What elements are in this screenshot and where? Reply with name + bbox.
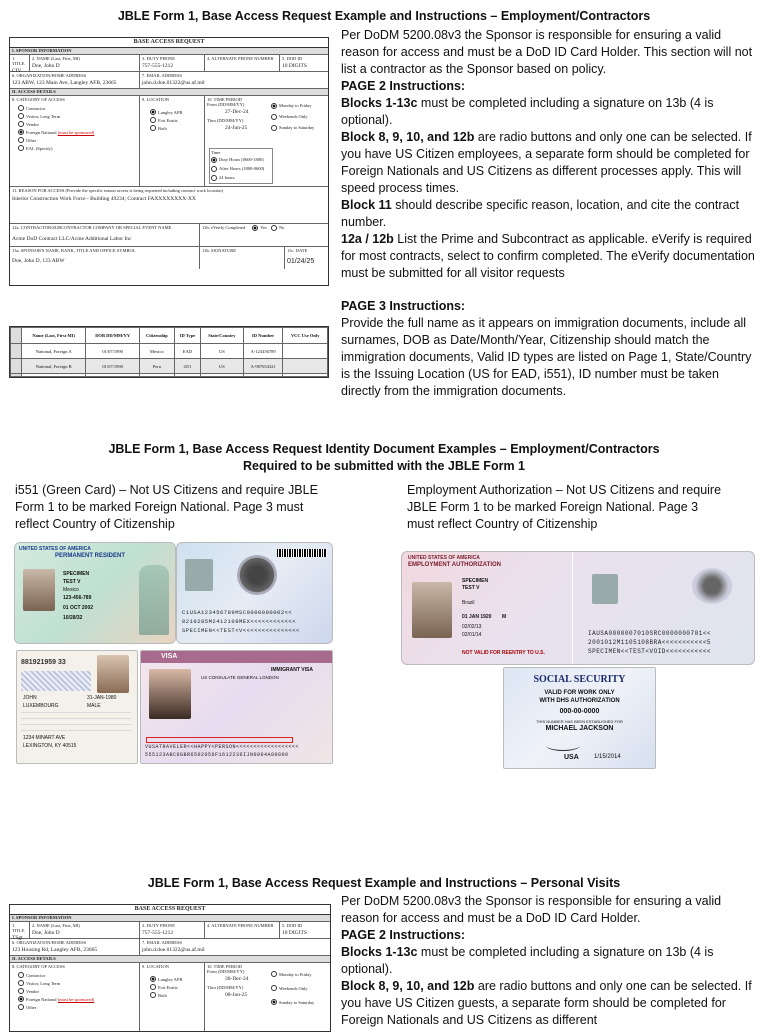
access-details-header: II. ACCESS DETAILS xyxy=(10,956,330,963)
name-field[interactable]: 2. NAME (Last, First, MI) Doe, John D xyxy=(30,922,140,938)
location: 9. LOCATION Langley AFB Fort Eustis Both xyxy=(140,963,205,1032)
page3-text: Provide the full name as it appears on immigration documents, include all surnames, DOB as Date/Month/Year, Citizenship should match the immigration documents, Valid ID types are listed on Page 1, State/Country is the Issuing Location (US for EAD, i551), ID number must be taken directly from the immigration documents. xyxy=(341,316,752,398)
intro-text: Per DoDM 5200.08v3 the Sponsor is responsible for ensuring a valid reason for access and must be a DoD ID Card Holder. xyxy=(341,894,722,925)
photo-image xyxy=(97,655,129,693)
category-of-access: 8. CATEGORY OF ACCESS Contractor Visitor, Long Term Vendor Foreign National (must be sponsored) Other EAL (Specify) xyxy=(10,96,140,186)
category-of-access: 8. CATEGORY OF ACCESS Contractor Visitor, Long Term Vendor Foreign National (must be sponsored) Other xyxy=(10,963,140,1032)
category-option-selected[interactable]: Foreign National (must be sponsored) xyxy=(18,995,137,1003)
page2-heading: PAGE 2 Instructions: xyxy=(341,79,466,93)
category-option[interactable]: Contractor xyxy=(18,971,137,979)
alt-phone-field[interactable]: 4. ALTERNATE PHONE NUMBER xyxy=(205,922,280,938)
table-header: Citizenship xyxy=(139,328,174,344)
everify-yes[interactable]: Yes xyxy=(252,225,267,230)
everify-no[interactable]: No xyxy=(271,225,285,230)
location: 9. LOCATION Langley AFB Fort Eustis Both xyxy=(140,96,205,186)
table-header: Name (Last, First MI) xyxy=(22,328,86,344)
days-option[interactable]: Monday to Friday xyxy=(271,967,314,981)
category-option[interactable]: Vendor xyxy=(18,120,137,128)
signature-icon xyxy=(546,740,580,751)
location-option[interactable]: Fort Eustis xyxy=(150,116,202,124)
org-address-field[interactable]: 6. ORGANIZATION/HOME ADDRESS 123 ABW, 123 Main Ave, Langley AFB, 23665 xyxy=(10,72,140,88)
page3-heading: PAGE 3 Instructions: xyxy=(341,299,466,313)
immigrant-visa-image: VISA IMMIGRANT VISA US CONSULATE GENERAL LONDON VUSATRAVELER<<HAPPY<PERSON<<<<<<<<<<<<<<<<<< 555123ABC6GBR6502056F1612236IJN0004A00000 xyxy=(140,650,333,764)
from-date[interactable]: 27-Dec-24 xyxy=(225,109,249,115)
date-field[interactable]: 13c. DATE 01/24/25 xyxy=(287,248,315,265)
days-option[interactable]: Weekends Only xyxy=(271,981,314,995)
photo-image xyxy=(412,582,452,638)
category-option[interactable]: Visitor, Long Term xyxy=(18,112,137,120)
duty-phone-field[interactable]: 3. DUTY PHONE 757-555-1212 xyxy=(140,55,205,71)
thru-date[interactable]: 24-Jun-25 xyxy=(225,125,248,131)
table-row: National, Foreign A 01/07/1990 Mexico EAD US A-123456789 xyxy=(11,344,328,359)
days-option-selected[interactable]: Monday to Friday xyxy=(271,100,314,111)
location-option[interactable]: Both xyxy=(150,124,202,132)
old-green-card-image: 881921959 33 JOHN 31-JAN-1980 LUXEMBOURG MALE 1234 MINART AVE LEXINGTON, KY 40515 xyxy=(16,650,138,764)
access-details-header: II. ACCESS DETAILS xyxy=(10,89,328,96)
green-card-front-image: UNITED STATES OF AMERICA PERMANENT RESIDENT SPECIMEN TEST V Mexico 123-456-789 01 OCT 2002 10/28/32 xyxy=(14,542,176,644)
from-date[interactable]: 30-Dec-24 xyxy=(225,976,249,982)
section2-title-line2: Required to be submitted with the JBLE Form 1 xyxy=(243,459,525,473)
table-header: VCC Use Only xyxy=(283,328,328,344)
alt-phone-field[interactable]: 4. ALTERNATE PHONE NUMBER xyxy=(205,55,280,71)
ead-caption: Employment Authorization – Not US Citizens and require JBLE Form 1 to be marked Foreign National. Page 3 must reflect Country of Citizenship xyxy=(407,483,722,531)
time-period: 10. TIME PERIOD From (DD/MM/YY) 27-Dec-24 Thru (DD/MM/YY) 24-Jun-25 Monday to Friday Weekends Only Sunday to Saturday Time Duty Hours (0600-1800) After Hours (1800-0600) 24 hours xyxy=(205,96,328,186)
category-option[interactable]: Visitor, Long Term xyxy=(18,979,137,987)
location-option[interactable]: Both xyxy=(150,991,202,999)
signature-field[interactable]: 13b. SIGNATURE xyxy=(200,247,285,269)
table-header: ID Type xyxy=(174,328,200,344)
table-header: State/Country xyxy=(201,328,244,344)
table-header: ID Number xyxy=(243,328,283,344)
photo-image xyxy=(149,669,191,719)
location-option-selected[interactable]: Langley AFB xyxy=(150,975,202,983)
email-field[interactable]: 7. EMAIL ADDRESS john.d.doe.01322@us.af.mil xyxy=(142,73,205,86)
sponsor-info-header: I. SPONSOR INFORMATION xyxy=(10,915,330,922)
base-access-request-form-contractor xyxy=(9,37,329,286)
barcode-icon xyxy=(277,549,327,557)
category-option[interactable]: Vendor xyxy=(18,987,137,995)
duty-phone-field[interactable]: 3. DUTY PHONE 757-555-1212 xyxy=(140,922,205,938)
category-option[interactable]: Other xyxy=(18,1003,137,1011)
social-security-card-image: SOCIAL SECURITY VALID FOR WORK ONLY WITH DHS AUTHORIZATION 000-00-0000 THIS NUMBER HAS BEEN ESTABLISHED FOR MICHAEL JACKSON USA 1/15/2014 xyxy=(503,667,656,769)
section3-instructions: Per DoDM 5200.08v3 the Sponsor is responsible for ensuring a valid reason for access and must be a DoD ID Card Holder. PAGE 2 Instructions: Blocks 1-13c must be completed including a signature on 13b (4 is optional). Block 8, 9, 10, and 12b are radio buttons and only one can be selected. If you have US Citizen guests, a separate form should be completed for Foreign Nationals and US Citizens as different xyxy=(341,893,761,1029)
location-option-selected[interactable]: Langley AFB xyxy=(150,108,202,116)
category-option-selected[interactable]: Foreign National (must be sponsored) xyxy=(18,128,137,136)
page3-table xyxy=(9,326,329,378)
sponsor-name-field[interactable]: 13a. SPONSOR'S NAME, RANK, TITLE AND OFFICE SYMBOL Doe, John D, 123 ABW xyxy=(10,247,200,269)
time-option-selected[interactable]: Duty Hours (0600-1800) xyxy=(211,155,271,164)
time-option[interactable]: 24 hours xyxy=(211,173,271,182)
time-option[interactable]: After Hours (1800-0600) xyxy=(211,164,271,173)
photo-image xyxy=(185,559,213,591)
days-option-selected[interactable]: Sunday to Saturday xyxy=(271,995,314,1009)
title-field[interactable]: 1. TITLE TSgt xyxy=(10,922,30,938)
days-option[interactable]: Sunday to Saturday xyxy=(271,122,314,133)
section1-instructions: Per DoDM 5200.08v3 the Sponsor is responsible for ensuring a valid reason for access and must be a DoD ID Card Holder. This section will not list a contractor as the Sponsor based on policy. PAGE 2 Instructions: Blocks 1-13c must be completed including a signature on 13b (4 is optional). Block 8, 9, 10, and 12b are radio buttons and only one can be selected. If you have US Citizen employees, a separate form should be completed for Foreign Nationals and US Citizens as different processes apply. This will speed process times. Block 11 should describe specific reason, location, and cite the contract number. 12a / 12b List the Prime and Subcontract as applicable. eVerify is required for most contracts, select to confirm completed. The eVerify documentation must be submitted for all visitor requests PAGE 3 Instructions: Provide the full name as it appears on immigration documents, include all surnames, DOB as Date/Month/Year, Citizenship should match the immigration documents, Valid ID types are listed on Page 1, State/Country is the Issuing Location (US for EAD, i551), ID number must be taken directly from the immigration documents. xyxy=(341,27,761,400)
category-option[interactable]: Other xyxy=(18,136,137,144)
time-period: 10. TIME PERIOD From (DD/MM/YY) 30-Dec-24 Thru (DD/MM/YY) 08-Jun-25 Monday to Friday Weekends Only Sunday to Saturday xyxy=(205,963,330,1032)
table-row: National, Foreign B 01/07/1990 Peru i551 US A-987654321 xyxy=(11,359,328,374)
org-address-field[interactable]: 6. ORGANIZATION/HOME ADDRESS 123 Housing Rd, Langley AFB, 23665 xyxy=(10,939,140,955)
statue-of-liberty-icon xyxy=(139,565,169,635)
photo-image xyxy=(592,574,618,604)
table-header: DOB DD/MM/YY xyxy=(86,328,140,344)
dod-id-field[interactable]: 5. DOD ID 10 DIGITS xyxy=(282,923,307,936)
location-option[interactable]: Fort Eustis xyxy=(150,983,202,991)
category-option[interactable]: EAL (Specify) xyxy=(18,144,137,152)
green-card-caption: i551 (Green Card) – Not US Citizens and require JBLE Form 1 to be marked Foreign National. Page 3 must reflect Country of Citizenship xyxy=(15,483,318,531)
sponsor-info-header: I. SPONSOR INFORMATION xyxy=(10,48,328,55)
name-field[interactable]: 2. NAME (Last, First, MI) Doe, John D xyxy=(30,55,140,71)
email-field[interactable]: 7. EMAIL ADDRESS john.d.doe.01322@us.af.mil xyxy=(142,940,205,953)
title-field[interactable]: 1. TITLE CIV xyxy=(10,55,30,71)
dod-id-field[interactable]: 5. DOD ID 10 DIGITS xyxy=(282,56,307,69)
company-field[interactable]: 12a. CONTRACTOR/SUBCONTRACTOR COMPANY OR SPECIAL EVENT NAME Acme DoD Contract LLC/Acme Additional Labor Inc xyxy=(10,224,200,246)
form-title: BASE ACCESS REQUEST xyxy=(10,905,330,915)
green-card-back-image: C1USA123456789MSC0000000002<< 0210285M2412109MEX<<<<<<<<<<<< SPECIMEN<<TEST<V<<<<<<<<<<<<<<< xyxy=(176,542,333,644)
ead-card-image: UNITED STATES OF AMERICA EMPLOYMENT AUTHORIZATION SPECIMEN TEST V Brazil 01 JAN 1920 M 02/02/13 02/01/14 NOT VALID FOR REENTRY TO U.S. IAUSA0000007010SRC0000000701<< 2001012M1105108BRA<<<<<<<<<<<5 SPECIMEN<<TEST<VOID<<<<<<<<<<< xyxy=(401,551,755,665)
intro-text: Per DoDM 5200.08v3 the Sponsor is responsible for ensuring a valid reason for access and must be a DoD ID Card Holder. This section will not list a contractor as the Sponsor based on policy. xyxy=(341,28,753,76)
seal-icon xyxy=(237,555,277,595)
seal-icon xyxy=(692,568,732,604)
category-option[interactable]: Contractor xyxy=(18,104,137,112)
section2-title-line1: JBLE Form 1, Base Access Request Identity Document Examples – Employment/Contractors xyxy=(108,442,660,456)
base-access-request-form-personal xyxy=(9,904,331,1032)
page2-heading: PAGE 2 Instructions: xyxy=(341,928,466,942)
section3-title: JBLE Form 1, Base Access Request Example and Instructions – Personal Visits xyxy=(147,876,621,890)
reason-for-access[interactable]: 11. REASON FOR ACCESS (Provide the specific reason access is being requested including contract work location) Interior Construction Work Force - Building 49234; Contract FAXXXXXXXX-XX xyxy=(10,187,328,224)
days-option[interactable]: Weekends Only xyxy=(271,111,314,122)
form-title: BASE ACCESS REQUEST xyxy=(10,38,328,48)
photo-image xyxy=(23,569,55,611)
thru-date[interactable]: 08-Jun-25 xyxy=(225,992,248,998)
everify: 12b. eVerify Completed Yes No xyxy=(202,225,285,231)
section1-title: JBLE Form 1, Base Access Request Example and Instructions – Employment/Contractors xyxy=(117,9,651,23)
